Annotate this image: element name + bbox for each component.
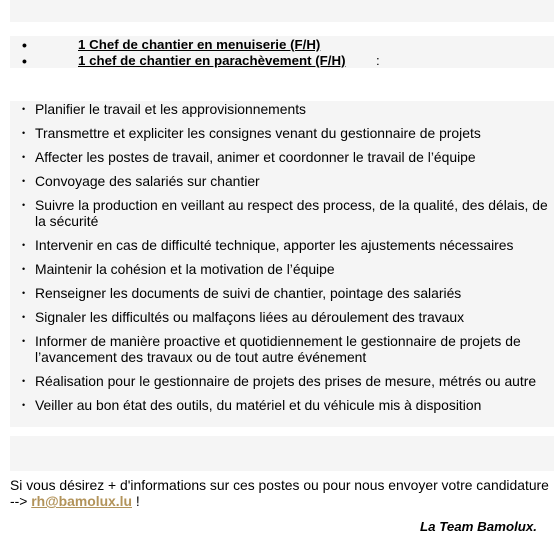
job-opening-item [10,37,554,53]
bullet-icon: • [22,37,27,53]
responsibility-item: • Réalisation pour le gestionnaire de projets des prises de mesure, métrés ou autre [22,373,537,389]
responsibility-item: • Signaler les difficultés ou malfaçons liées au déroulement des travaux [22,309,465,325]
bullet-icon: • [22,104,26,114]
bullet-icon: • [22,400,26,410]
job-opening-colon: : [376,53,380,68]
responsibility-item: • Convoyage des salariés sur chantier [22,173,260,189]
responsibility-item: • Renseigner les documents de suivi de chantier, pointage des salariés [22,285,462,301]
responsibility-item: • Planifier le travail et les approvisionnements [22,101,307,117]
responsibility-item: • Suivre la production en veillant au respect des process, de la qualité, des délais, de la sécurité [22,197,548,229]
bullet-icon: • [22,152,26,162]
job-opening-item [10,53,554,69]
job-opening-title: 1 chef de chantier en parachèvement (F/H) [78,53,346,68]
bullet-icon: • [22,240,26,250]
contact-text: Si vous désirez + d'informations sur ces postes ou pour nous envoyer votre candidature --> [10,477,549,509]
responsibilities-list [10,101,554,421]
job-opening-title: 1 Chef de chantier en menuiserie (F/H) [78,37,321,52]
bullet-icon: • [22,264,26,274]
bullet-icon: • [22,312,26,322]
spacer-band [10,436,554,471]
bullet-icon: • [22,128,26,138]
responsibility-item: • Veiller au bon état des outils, du matériel et du véhicule mis à disposition [22,397,482,413]
bullet-icon: • [22,53,27,69]
email-link[interactable]: rh@bamolux.lu [31,493,132,509]
responsibility-item: • Maintenir la cohésion et la motivation de l’équipe [22,261,335,277]
contact-paragraph [10,477,550,509]
contact-text-end: ! [132,493,140,509]
bullet-icon: • [22,376,26,386]
header-band [10,0,554,22]
responsibility-item: • Informer de manière proactive et quotidiennement le gestionnaire de projets de l’avancement des travaux ou de tout autre événement [22,333,521,365]
bullet-icon: • [22,176,26,186]
bullet-icon: • [22,288,26,298]
responsibility-item: • Transmettre et expliciter les consignes venant du gestionnaire de projets [22,125,481,141]
job-openings-list [10,37,554,69]
signature: La Team Bamolux. [420,519,537,534]
bullet-icon: • [22,336,26,346]
responsibility-item: • Affecter les postes de travail, animer et coordonner le travail de l’équipe [22,149,476,165]
responsibility-item: • Intervenir en cas de difficulté technique, apporter les ajustements nécessaires [22,237,514,253]
bullet-icon: • [22,200,26,210]
